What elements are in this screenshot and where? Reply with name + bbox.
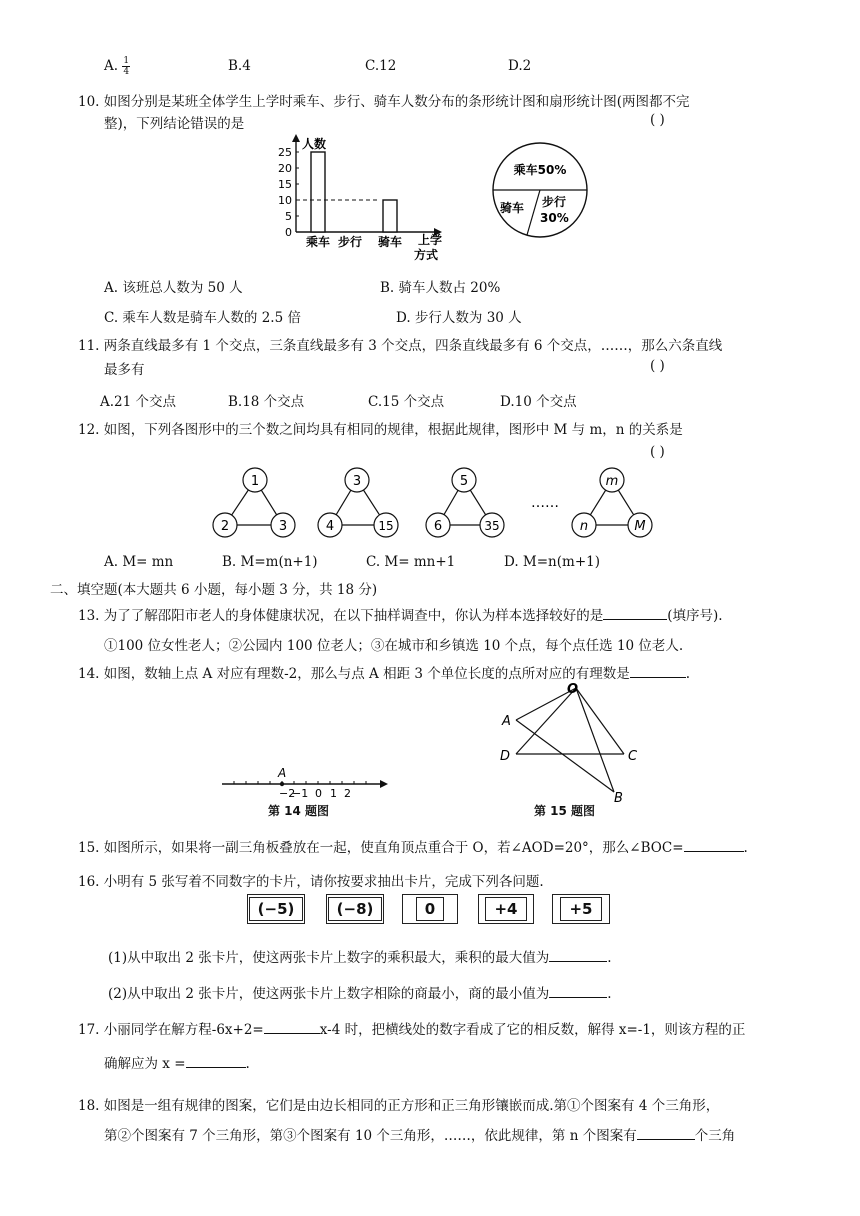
node-left-value: 4	[325, 519, 335, 534]
q9-option-c: C.12	[365, 58, 397, 74]
y-axis-arrow	[292, 134, 300, 142]
q18-line2-end: 个三角	[694, 1128, 736, 1144]
q15-stem-line1	[78, 836, 748, 856]
pie-label-walk: 步行	[542, 195, 567, 209]
pie-label-walk-percent: 30%	[540, 211, 569, 225]
fraction-denominator: 4	[123, 67, 130, 77]
q12-stem-line1: 12. 如图，下列各图形中的三个数之间均具有相同的规律，根据此规律，图形中 M 与 m，n 的关系是	[78, 422, 683, 438]
triangle-figure-3	[426, 468, 504, 537]
fraction-numerator: 1	[123, 56, 130, 66]
q13-text: 13. 为了了解邵阳市老人的身体健康状况，在以下抽样调查中，你认为样本选择较好的是	[78, 608, 604, 624]
q16-sub-question-2	[108, 982, 612, 1002]
q10-pie-chart	[490, 140, 590, 240]
q9-option-d: D.2	[508, 58, 532, 74]
q18-line2-text: 第②个图案有 7 个三角形，第③个图案有 10 个三角形，……，依此规律，第 n 个图案有	[104, 1128, 637, 1144]
q9-option-a-fraction	[122, 56, 130, 77]
q12-option-b: B. M=m(n+1)	[222, 554, 318, 570]
q11-answer-paren: ( )	[650, 358, 665, 374]
q10-stem-line1: 10. 如图分别是某班全体学生上学时乘车、步行、骑车人数分布的条形统计图和扇形统计图(两图都不完	[78, 94, 690, 110]
label-c: C	[628, 749, 638, 764]
q15-figure-caption: 第 15 题图	[534, 804, 596, 818]
point-a-marker	[280, 782, 284, 786]
q15-answer-blank[interactable]	[684, 839, 744, 852]
node-right-value: M	[634, 519, 646, 534]
x-axis-label-2: 方式	[414, 248, 439, 262]
q11-stem-line2: 最多有	[104, 362, 145, 378]
q13-stem-line1	[78, 604, 723, 624]
node-left-value: 2	[220, 519, 230, 534]
node-left-value: 6	[433, 519, 443, 534]
q12-option-c: C. M= mn+1	[366, 554, 456, 570]
category-label: 乘车	[305, 235, 331, 249]
q17-line2-text: 确解应为 x =	[104, 1056, 186, 1072]
q9-option-a	[104, 56, 130, 77]
category-labels	[306, 234, 402, 249]
q11-option-a: A.21 个交点	[100, 394, 177, 410]
card-value: +4	[485, 897, 526, 921]
q17-coefficient-blank[interactable]	[264, 1021, 320, 1034]
node-right-value: 35	[484, 519, 500, 533]
q9-option-a-prefix: A.	[104, 58, 119, 74]
q16-stem-line1: 16. 小明有 5 张写着不同数字的卡片，请你按要求抽出卡片，完成下列各问题.	[78, 874, 544, 890]
pie-label-bike: 骑车	[500, 201, 525, 215]
y-tick-label: 25	[278, 146, 292, 159]
number-card-5[interactable]	[552, 894, 610, 924]
bars	[311, 152, 397, 232]
node-right-value: 3	[278, 519, 288, 534]
pie-label-bus: 乘车50%	[513, 163, 567, 177]
q12-answer-paren: ( )	[650, 444, 665, 460]
q10-option-a: A. 该班总人数为 50 人	[104, 280, 243, 296]
node-left-value: n	[579, 519, 589, 534]
label-o: O	[567, 682, 579, 697]
q10-stem-line2: 整)，下列结论错误的是	[104, 116, 245, 132]
card-value: 0	[416, 897, 444, 921]
q16-sub1-end: .	[607, 950, 612, 966]
q17-text-b: x-4 时，把横线处的数字看成了它的相反数，解得 x=-1，则该方程的正	[319, 1022, 746, 1038]
node-top-value: m	[605, 474, 619, 489]
q18-stem-line1: 18. 如图是一组有规律的图案，它们是由边长相同的正方形和正三角形镶嵌而成.第①个图案有 4 个三角形，	[78, 1098, 720, 1114]
point-a-label: A	[278, 766, 287, 780]
q17-answer-blank[interactable]	[186, 1055, 246, 1068]
q16-sub2-end: .	[607, 986, 612, 1002]
tick-label-2: 2	[344, 787, 351, 798]
node-top-value: 5	[459, 474, 469, 489]
q15-text: 15. 如图所示，如果将一副三角板叠放在一起，使直角顶点重合于 O，若∠AOD=20°，那么∠BOC=	[78, 840, 684, 856]
q10-answer-paren: ( )	[650, 112, 665, 128]
node-top-value: 1	[250, 474, 260, 489]
q15-triangles-figure	[496, 682, 646, 806]
label-b: B	[614, 791, 623, 806]
y-tick-label: 0	[285, 226, 292, 239]
triangle-figure-1	[213, 468, 295, 537]
q14-answer-blank[interactable]	[630, 665, 686, 678]
q10-option-d: D. 步行人数为 30 人	[396, 310, 522, 326]
q11-option-c: C.15 个交点	[368, 394, 445, 410]
q10-option-b: B. 骑车人数占 20%	[380, 280, 501, 296]
q14-number-line	[220, 764, 392, 798]
card-value: (−5)	[249, 897, 304, 921]
card-value: (−8)	[328, 897, 383, 921]
card-value: +5	[560, 897, 601, 921]
q14-text: 14. 如图，数轴上点 A 对应有理数-2，那么与点 A 相距 3 个单位长度的点所对应的有理数是	[78, 666, 630, 682]
q17-stem-line2	[104, 1052, 250, 1072]
tick-label-minus-1: −1	[292, 787, 309, 798]
y-tick-label: 10	[278, 194, 292, 207]
y-tick-label: 15	[278, 178, 292, 191]
q11-option-d: D.10 个交点	[500, 394, 577, 410]
q16-sub1-text: (1)从中取出 2 张卡片，使这两张卡片上数字的乘积最大，乘积的最大值为	[108, 950, 550, 966]
q16-sub1-answer-blank[interactable]	[549, 949, 607, 962]
q17-line2-end: .	[245, 1056, 250, 1072]
bar-3	[383, 200, 397, 232]
q14-text-end: .	[685, 666, 691, 682]
q16-sub2-answer-blank[interactable]	[549, 985, 607, 998]
q12-triangle-figures	[200, 462, 680, 542]
number-line-arrow	[380, 780, 388, 788]
number-card-4[interactable]	[478, 894, 534, 924]
q12-option-d: D. M=n(m+1)	[504, 554, 600, 570]
category-label: 步行	[337, 235, 363, 249]
y-axis-label: 人数	[302, 137, 327, 151]
sequence-ellipsis: ……	[531, 495, 559, 511]
label-d: D	[500, 749, 511, 764]
q16-sub2-text: (2)从中取出 2 张卡片，使这两张卡片上数字相除的商最小，商的最小值为	[108, 986, 550, 1002]
q13-text-end: (填序号).	[667, 608, 723, 624]
q17-text-a: 17. 小丽同学在解方程-6x+2=	[78, 1022, 264, 1038]
triangle-set-lines	[516, 688, 624, 792]
x-axis-label-1: 上学	[418, 233, 443, 247]
q11-stem-line1: 11. 两条直线最多有 1 个交点，三条直线最多有 3 个交点，四条直线最多有 6 个交点，……，那么六条直线	[78, 338, 723, 354]
label-a: A	[502, 714, 511, 729]
number-card-2[interactable]	[326, 894, 384, 924]
section-2-title: 二、填空题(本大题共 6 小题，每小题 3 分，共 18 分)	[50, 582, 378, 598]
q16-sub-question-1	[108, 946, 612, 966]
triangle-figure-4	[572, 468, 652, 537]
q15-text-end: .	[743, 840, 748, 856]
tick-label-1: 1	[330, 787, 337, 798]
q14-stem-line1	[78, 662, 690, 682]
node-top-value: 3	[352, 474, 362, 489]
number-card-3[interactable]	[402, 894, 458, 924]
q13-stem-line2: ①100 位女性老人；②公园内 100 位老人；③在城市和乡镇选 10 个点，每个点任选 10 位老人.	[104, 638, 684, 654]
category-label: 骑车	[377, 235, 403, 249]
node-right-value: 15	[378, 519, 394, 533]
q17-stem-line1	[78, 1018, 745, 1038]
q13-answer-blank[interactable]	[603, 607, 667, 620]
tick-label-minus-2: −2	[279, 787, 296, 798]
triangle-figure-2	[318, 468, 398, 537]
tick-label-0: 0	[315, 787, 322, 798]
number-card-1[interactable]	[247, 894, 305, 924]
q11-option-b: B.18 个交点	[228, 394, 305, 410]
q18-stem-line2	[104, 1124, 735, 1144]
y-tick-label: 5	[285, 210, 292, 223]
q12-option-a: A. M= mn	[104, 554, 174, 570]
bar-1	[311, 152, 325, 232]
q10-bar-chart	[272, 132, 452, 264]
q9-option-b: B.4	[228, 58, 251, 74]
q18-answer-blank[interactable]	[637, 1127, 695, 1140]
q10-option-c: C. 乘车人数是骑车人数的 2.5 倍	[104, 310, 301, 326]
q14-figure-caption: 第 14 题图	[268, 804, 330, 818]
y-tick-label: 20	[278, 162, 292, 175]
